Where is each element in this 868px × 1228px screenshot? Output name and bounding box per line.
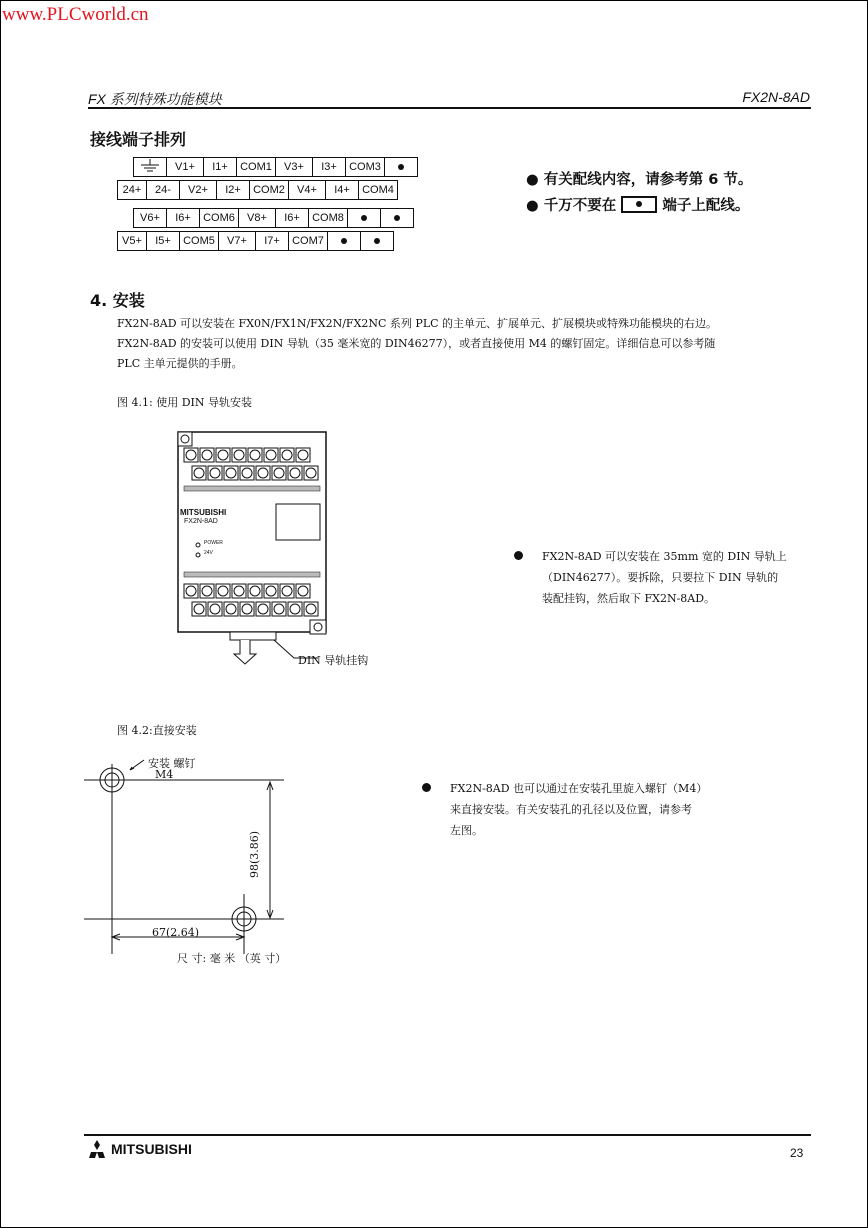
terminal-screw-head: [218, 450, 228, 460]
terminal-cell: I5+: [147, 232, 180, 251]
terminal-cell: I2+: [217, 181, 250, 200]
bullet-line: （DIN46277）。要拆除，只要拉下 DIN 导轨的: [542, 571, 779, 584]
terminal-screw-head: [290, 604, 300, 614]
terminal-cell: 24+: [118, 181, 147, 200]
terminal-screw-head: [218, 586, 228, 596]
footer-rule: [84, 1134, 811, 1136]
wiring-notes: [526, 168, 752, 220]
terminal-screw-head: [226, 604, 236, 614]
terminal-screw-head: [274, 468, 284, 478]
terminal-cell: 24-: [147, 181, 180, 200]
unused-terminal-dot-icon: [348, 209, 381, 228]
terminal-cell: COM1: [237, 158, 276, 177]
section-title: [90, 288, 145, 311]
terminal-cell: COM5: [180, 232, 219, 251]
note-text: 端子上配线。: [662, 198, 750, 214]
terminal-row-1: [133, 157, 418, 177]
terminal-cell: I7+: [256, 232, 289, 251]
section-number: 4.: [90, 291, 108, 310]
terminal-cell: V5+: [118, 232, 147, 251]
led-24v-label: 24V: [204, 550, 213, 556]
terminal-screw-head: [306, 604, 316, 614]
terminal-screw-head: [298, 586, 308, 596]
section-name: 安装: [112, 291, 145, 310]
terminal-screw-head: [210, 468, 220, 478]
terminal-cell: V3+: [276, 158, 313, 177]
terminal-screw-head: [266, 450, 276, 460]
unused-terminal-box-icon: [621, 196, 657, 213]
note-text: 有关配线内容，请参考第 6 节。: [543, 172, 753, 188]
terminal-row-2: [117, 180, 398, 200]
bullet-din: [542, 546, 787, 609]
header-model: FX2N-8AD: [742, 89, 810, 105]
dimension-vertical: 98(3.86): [248, 830, 262, 879]
terminal-screw-head: [186, 450, 196, 460]
watermark: www.PLCworld.cn: [2, 4, 149, 25]
terminal-cell: I3+: [313, 158, 346, 177]
module-drawing: [170, 428, 400, 668]
note-item: ● 千万不要在 端子上配线。: [526, 198, 750, 214]
bullet-line: 左图。: [450, 824, 483, 837]
footer-brand: [86, 1140, 192, 1158]
unused-terminal-dot-icon: [381, 209, 414, 228]
ground-icon: [134, 158, 167, 177]
terminal-screw-head: [210, 604, 220, 614]
terminal-screw-head: [298, 450, 308, 460]
terminal-row-4: [117, 231, 394, 251]
terminal-cell: I6+: [276, 209, 309, 228]
terminal-screw-head: [282, 586, 292, 596]
header-rule: [88, 107, 811, 109]
mitsubishi-logo-icon: [86, 1140, 108, 1158]
bullet-line: FX2N-8AD 也可以通过在安装孔里旋入螺钉（M4）: [450, 782, 708, 795]
bullet-dot-icon: [514, 551, 523, 560]
terminal-cell: COM8: [309, 209, 348, 228]
figure-caption: 图 4.1: 使用 DIN 导轨安装: [117, 396, 252, 409]
dimension-horizontal: 67(2.64): [152, 926, 200, 939]
terminal-screw-head: [282, 450, 292, 460]
terminal-screw-head: [234, 450, 244, 460]
note-text: 千万不要在: [543, 198, 617, 214]
terminal-screw-head: [226, 468, 236, 478]
terminal-cell: COM2: [250, 181, 289, 200]
terminal-screw-head: [194, 604, 204, 614]
terminal-screw-head: [202, 586, 212, 596]
mounting-dimension-drawing: [84, 754, 304, 954]
terminal-screw-head: [186, 586, 196, 596]
bullet-line: FX2N-8AD 可以安装在 35mm 宽的 DIN 导轨上: [542, 550, 787, 563]
terminal-screw-head: [234, 586, 244, 596]
terminal-screw-head: [266, 586, 276, 596]
terminal-heading: 接线端子排列: [90, 130, 187, 149]
terminal-cell: COM6: [200, 209, 239, 228]
units-note: 尺 寸: 毫 米 （英 寸）: [177, 952, 287, 965]
terminal-screw-head: [242, 468, 252, 478]
terminal-cell: V6+: [134, 209, 167, 228]
terminal-cell: V8+: [239, 209, 276, 228]
paragraph-line: PLC 主单元提供的手册。: [117, 357, 243, 370]
terminal-screw-head: [258, 468, 268, 478]
footer-brand-name: MITSUBISHI: [111, 1141, 192, 1157]
terminal-cell: I4+: [326, 181, 359, 200]
bullet-dot-icon: [422, 783, 431, 792]
terminal-row-3: [133, 208, 414, 228]
unused-terminal-dot-icon: [328, 232, 361, 251]
terminal-cell: V7+: [219, 232, 256, 251]
bullet-direct-mount: [450, 778, 707, 841]
screw-size: M4: [155, 768, 174, 781]
terminal-cell: V2+: [180, 181, 217, 200]
bullet-line: 来直接安装。有关安装孔的孔径以及位置，请参考: [450, 803, 692, 816]
bullet-line: 装配挂钩，然后取下 FX2N-8AD。: [542, 592, 716, 605]
page-number: 23: [790, 1146, 804, 1160]
terminal-screw-head: [250, 586, 260, 596]
screw-label: 安装 螺钉: [148, 757, 196, 770]
paragraph-line: FX2N-8AD 的安装可以使用 DIN 导轨（35 毫米宽的 DIN46277），或者直接使用 M4 的螺钉固定。详细信息可以参考随: [117, 337, 716, 350]
unused-terminal-dot-icon: [361, 232, 394, 251]
terminal-screw-head: [290, 468, 300, 478]
terminal-screw-head: [194, 468, 204, 478]
module-model: FX2N-8AD: [184, 518, 218, 525]
terminal-cell: I6+: [167, 209, 200, 228]
terminal-cell: COM3: [346, 158, 385, 177]
terminal-cell: V4+: [289, 181, 326, 200]
terminal-cell: I1+: [204, 158, 237, 177]
terminal-cell: COM4: [359, 181, 398, 200]
terminal-screw-head: [242, 604, 252, 614]
header-series-title: FX 系列特殊功能模块: [88, 91, 222, 107]
figure-caption: 图 4.2:直接安装: [117, 724, 197, 737]
din-hook-callout: DIN 导轨挂钩: [298, 654, 369, 667]
paragraph-line: FX2N-8AD 可以安装在 FX0N/FX1N/FX2N/FX2NC 系列 PLC 的主单元、扩展单元、扩展模块或特殊功能模块的右边。: [117, 317, 718, 330]
module-brand: MITSUBISHI: [180, 508, 227, 517]
terminal-screw-head: [274, 604, 284, 614]
terminal-screw-head: [202, 450, 212, 460]
led-power-label: POWER: [204, 540, 223, 546]
terminal-screw-head: [258, 604, 268, 614]
unused-terminal-dot-icon: [385, 158, 418, 177]
terminal-screw-head: [250, 450, 260, 460]
terminal-cell: V1+: [167, 158, 204, 177]
terminal-cell: COM7: [289, 232, 328, 251]
terminal-screw-head: [306, 468, 316, 478]
note-item: ● 有关配线内容，请参考第 6 节。: [526, 172, 753, 188]
